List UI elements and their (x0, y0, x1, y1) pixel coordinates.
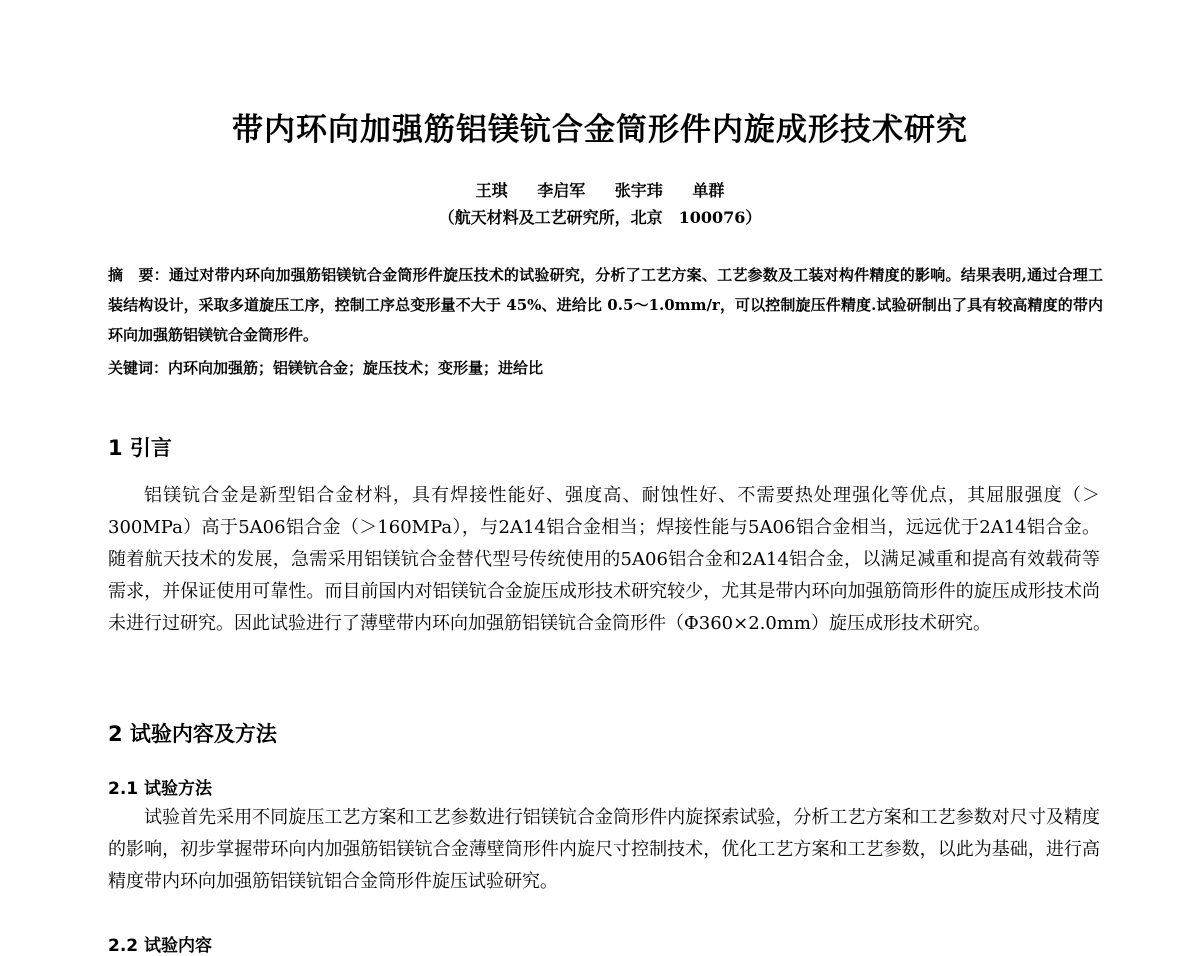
keywords-text: 内环向加强筋；铝镁钪合金；旋压技术；变形量；进给比 (168, 359, 544, 377)
author-name: 李启军 (537, 181, 586, 200)
method-paragraph: 试验首先采用不同旋压工艺方案和工艺参数进行铝镁钪合金筒形件内旋探索试验，分析工艺方案和工艺参数对尺寸及精度的影响，初步掌握带环向内加强筋铝镁钪合金薄壁筒形件内旋尺寸控制技术，优化工艺方案和工艺参数，以此为基础，进行高精度带内环向加强筋铝镁钪铝合金筒形件旋压试验研究。 (108, 807, 1100, 892)
subsection-heading-content: 2.2 试验内容 (108, 936, 213, 956)
author-name: 单群 (692, 181, 725, 200)
author-name: 王琪 (475, 181, 508, 200)
section-heading-methods: 2 试验内容及方法 (108, 722, 277, 746)
intro-paragraph: 铝镁钪合金是新型铝合金材料，具有焊接性能好、强度高、耐蚀性好、不需要热处理强化等优点，其屈服强度（＞300MPa）高于5A06铝合金（＞160MPa），与2A14铝合金相当；焊接性能与5A06铝合金相当，远远优于2A14铝合金。随着航天技术的发展，急需采用铝镁钪合金替代型号传统使用的5A06铝合金和2A14铝合金，以满足减重和提高有效载荷等需求，并保证使用可靠性。而目前国内对铝镁钪合金旋压成形技术研究较少，尤其是带内环向加强筋筒形件的旋压成形技术尚未进行过研究。因此试验进行了薄壁带内环向加强筋铝镁钪合金筒形件（Φ360×2.0mm）旋压成形技术研究。 (108, 485, 1100, 634)
affiliation: （航天材料及工艺研究所，北京 100076） (438, 208, 762, 227)
author-name: 张宇玮 (614, 181, 663, 200)
keywords-label: 关键词： (108, 359, 169, 377)
subsection-heading-method: 2.1 试验方法 (108, 779, 213, 799)
section-heading-intro: 1 引言 (108, 436, 172, 460)
abstract (108, 260, 1103, 350)
paper-title: 带内环向加强筋铝镁钪合金筒形件内旋成形技术研究 (232, 112, 968, 148)
abstract-label: 摘 要： (108, 266, 169, 284)
abstract-text: 通过对带内环向加强筋铝镁钪合金筒形件旋压技术的试验研究，分析了工艺方案、工艺参数及工装对构件精度的影响。结果表明,通过合理工装结构设计，采取多道旋压工序，控制工序总变形量不大于 45%、进给比 0.5～1.0mm/r，可以控制旋压件精度.试验研制出了具有较高精度的带内环向加强筋铝镁钪合金筒形件。 (108, 266, 1103, 344)
keywords (108, 353, 1103, 383)
author-list (0, 178, 1200, 201)
